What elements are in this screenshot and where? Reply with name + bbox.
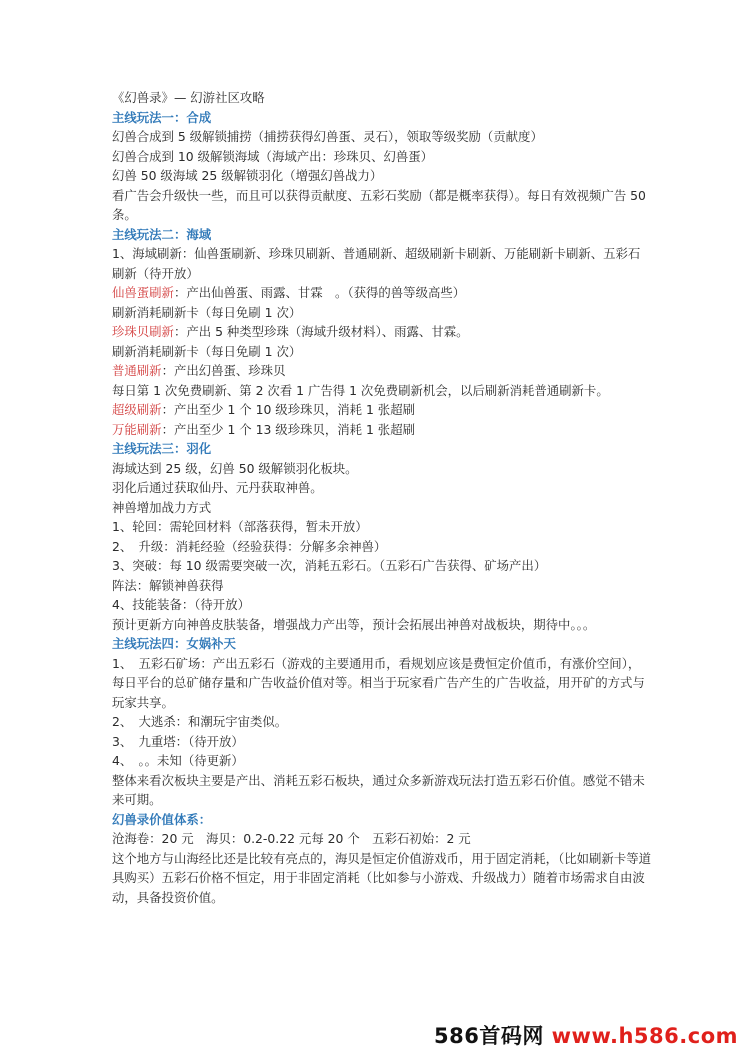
paragraph: 1、轮回：需轮回材料（部落获得，暂未开放） [112,519,368,534]
refresh-text: ：产出至少 1 个 10 级珍珠贝，消耗 1 张超刷 [161,402,415,417]
paragraph: 4、技能装备：（待开放） [112,597,250,612]
article-title: 《幻兽录》— 幻游社区攻略 [112,90,265,105]
section-heading-sea: 主线玩法二：海域 [112,226,212,242]
refresh-label: 普通刷新 [112,363,162,378]
watermark-brand: 586首码网 [433,1024,552,1048]
paragraph: 幻兽合成到 5 级解锁捕捞（捕捞获得幻兽蛋、灵石），领取等级奖励（贡献度） [112,129,543,144]
refresh-item [112,420,652,440]
paragraph: 3、 九重塔：（待开放） [112,733,244,749]
refresh-label: 珍珠贝刷新 [112,324,174,339]
refresh-text: ：产出 5 种类型珍珠（海域升级材料）、雨露、甘霖。 [173,324,469,339]
paragraph: 2、 升级：消耗经验（经验获得：分解多余神兽） [112,538,387,554]
refresh-item [112,361,652,381]
watermark-site: www.h586.com [551,1024,738,1048]
paragraph: 沧海卷：20 元 海贝：0.2-0.22 元每 20 个 五彩石初始：2 元 [112,831,471,846]
paragraph: 幻兽 50 级海域 25 级解锁羽化（增强幻兽战力） [112,168,383,183]
refresh-text: ：产出至少 1 个 13 级珍珠贝，消耗 1 张超刷 [161,421,415,437]
paragraph: 看广告会升级快一些，而且可以获得贡献度、五彩石奖励（都是概率获得）。每日有效视频广告 50 条。 [112,187,646,222]
refresh-item [112,322,652,342]
paragraph: 海域达到 25 级，幻兽 50 级解锁羽化板块。 [112,460,358,476]
paragraph: 阵法：解锁神兽获得 [112,577,224,593]
refresh-text: ：产出幻兽蛋、珍珠贝 [161,363,286,378]
refresh-text: ：产出仙兽蛋、雨露、甘霖 。（获得的兽等级高些） [173,285,466,300]
refresh-label: 仙兽蛋刷新 [112,285,174,300]
refresh-label: 万能刷新 [112,421,162,437]
refresh-item [112,400,652,420]
paragraph: 幻兽合成到 10 级解锁海域（海域产出：珍珠贝、幻兽蛋） [112,148,434,164]
refresh-item [112,283,652,303]
paragraph: 这个地方与山海经比还是比较有亮点的，海贝是恒定价值游戏币，用于固定消耗，（比如刷新卡等道具购买）五彩石价格不恒定，用于非固定消耗（比如参与小游戏、升级战力）随着市场需求自由波动，具备投资价值。 [112,850,651,905]
paragraph: 预计更新方向神兽皮肤装备，增强战力产出等，预计会拓展出神兽对战板块，期待中。。。 [112,616,596,632]
section-heading-nuwa: 主线玩法四：女娲补天 [112,636,236,651]
watermark [434,1020,738,1050]
paragraph: 每日第 1 次免费刷新、第 2 次看 1 广告得 1 次免费刷新机会，以后刷新消耗普通刷新卡。 [112,382,609,398]
refresh-label: 超级刷新 [112,402,162,417]
section-heading-synthesis: 主线玩法一：合成 [112,109,212,125]
paragraph: 刷新消耗刷新卡（每日免刷 1 次） [112,304,302,320]
paragraph: 羽化后通过获取仙丹、元丹获取神兽。 [112,480,323,495]
paragraph: 3、突破：每 10 级需要突破一次，消耗五彩石。（五彩石广告获得、矿场产出） [112,558,547,573]
paragraph: 2、 大逃杀：和潮玩宇宙类似。 [112,714,288,729]
paragraph: 整体来看次板块主要是产出、消耗五彩石板块，通过众多新游戏玩法打造五彩石价值。感觉不错未来可期。 [112,772,645,807]
paragraph: 神兽增加战力方式 [112,499,212,515]
paragraph: 4、 。。未知（待更新） [112,753,244,768]
section-heading-value: 幻兽录价值体系： [112,811,212,827]
section-heading-feathering: 主线玩法三：羽化 [112,441,212,456]
article [112,88,652,907]
paragraph: 1、海域刷新：仙兽蛋刷新、珍珠贝刷新、普通刷新、超级刷新卡刷新、万能刷新卡刷新、五彩石刷新（待开放） [112,246,641,281]
paragraph: 刷新消耗刷新卡（每日免刷 1 次） [112,343,302,359]
paragraph: 1、 五彩石矿场：产出五彩石（游戏的主要通用币，看规划应该是费恒定价值币，有涨价空间），每日平台的总矿储存量和广告收益价值对等。相当于玩家看广告产生的广告收益，用开矿的方式与玩家共享。 [112,655,645,710]
